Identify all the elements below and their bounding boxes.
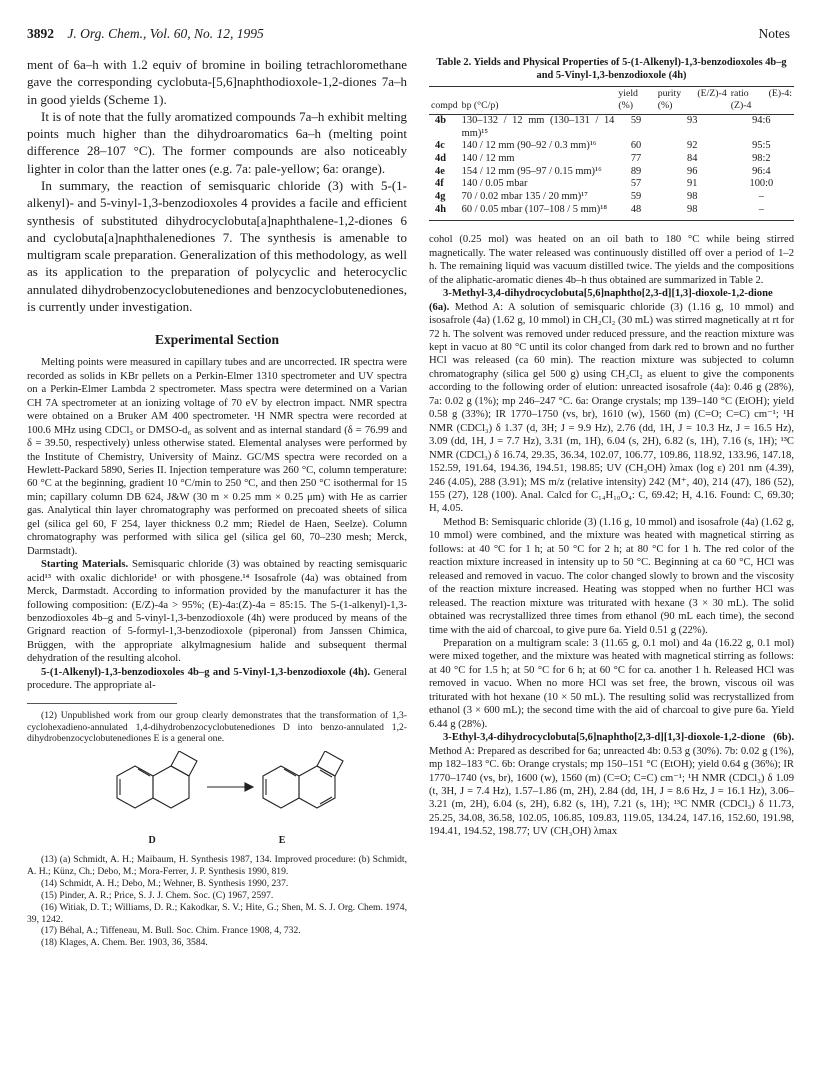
table-cell: 48 — [616, 204, 655, 221]
table-row — [429, 178, 794, 191]
ring-shape — [153, 766, 189, 808]
table-cell: 4b — [435, 114, 446, 126]
table-cell: 96 — [687, 165, 698, 177]
table-row — [429, 191, 794, 204]
table-cell: 59 — [630, 114, 642, 126]
ring-shape — [263, 766, 299, 808]
paragraph: Method B: Semisquaric chloride (3) (1.16 g, 10 mmol) and isosafrole (4a) (1.62 g, 10 mmol) were combined, and the mixture was heated with magnetical stirring as follows: at 40 °C for 1 h; at 50 °C for 2 h; at 80 °C for 1 h. The red color of the reaction mixture increased in intensity up to 50 °C. Beginning at ca 60 °C, HCl was released and removed in vacuo. The color changed slowly to brown and the viscosity of the reaction mixture increased. Heating was stopped when no further HCl was released. The reaction mixture was triturated with hexane (3 × 30 mL). The solid obtained was recrystallized three times from ethanol (90 mL each time), the second time with the aid of charcoal, to give pure 6a. Yield 0.51 g (22%). — [429, 516, 794, 636]
ring-shape — [117, 766, 153, 808]
paragraph: Melting points were measured in capillary tubes and are uncorrected. IR spectra were recorded as solids in KBr pellets on a Perkin-Elmer 1310 spectrometer and UV spectra on a Perkin-Elmer Lambda 2 spectrometer. Mass spectra were determined on a Varian CH 7A spectrometer at an ionizing voltage of 70 eV by electron impact. NMR spectra were obtained on a Bruker AM 400 spectrometer. ¹H NMR spectra were recorded at 100.6 MHz using CDCl₃ or DMSO-d₆ as solvent and as internal standard (δ = 76.99 and δ = 39.50, respectively) unless otherwise stated. Elemental analyses were performed by the Institute of Chemistry, University of Mainz. GC/MS spectra were recorded on a Hewlett-Packard 5890, Series II. Injection temperature was 260 °C, column temperature: 60 °C at the beginning, gradient 10 °C/min to 250 °C, and then 250 °C isothermal for 15 min; capillary column DB 624, J&W (30 m × 0.25 mm × 0.25 μm) with He as carrier gas. Analytical thin layer chromatography was performed on precoated sheets of silica gel (silica gel 60, F 254, layer thickness 0.2 mm; Riedel de Haen, Seelze). Column chromatography was performed with silica gel (silica gel 60, 70–230 mesh; Merck, Darmstadt). — [27, 357, 407, 557]
paragraph — [27, 558, 407, 666]
cyclobutene-shape — [317, 751, 343, 776]
table-cell: 77 — [630, 152, 642, 164]
journal-citation: J. Org. Chem., Vol. 60, No. 12, 1995 — [67, 26, 264, 41]
footnote: (14) Schmidt, A. H.; Debo, M.; Wehner, B. Synthesis 1990, 237. — [41, 877, 289, 889]
footnote: (13) (a) Schmidt, A. H.; Maibaum, H. Synthesis 1987, 134. Improved procedure: (b) Schmidt, A. H.; Künz, Ch.; Debo, M.; Mora-Ferrer, J. P. Synthesis 1990, 819. — [27, 854, 407, 877]
paragraph: It is of note that the fully aromatized compounds 7a–h exhibit melting points much higher than the dihydroaromatics 6a–h (melting point difference 28–107 °C). The former compounds are also noticeably lighter in color than the latter ones (e.g. 7a: pale-yellow; 6a: orange). — [27, 108, 407, 176]
table-cell: 98 — [687, 191, 698, 202]
data-table — [429, 86, 794, 221]
cyclobutene-shape — [171, 751, 197, 776]
table-cell: 4d — [435, 152, 446, 164]
compound-label-d: D — [148, 835, 156, 847]
table-cell: 95:5 — [752, 140, 771, 152]
run-in-heading: 3-Ethyl-3,4-dihydrocyclobuta[5,6]naphtho[2,3-d][1,3]-dioxole-1,2-dione (6b). — [443, 732, 794, 744]
scheme-structures — [67, 751, 367, 833]
table-cell: 4h — [429, 204, 460, 221]
table-cell: 140 / 12 mm (90–92 / 0.3 mm)¹⁶ — [461, 140, 597, 152]
section-heading: Experimental Section — [154, 332, 280, 348]
left-column — [27, 56, 407, 949]
table-title: Table 2. Yields and Physical Properties of 5-(1-Alkenyl)-1,3-benzodioxoles 4b–g and 5-Vinyl-1,3-benzodioxole (4h) — [436, 57, 787, 81]
table-cell: 98:2 — [752, 152, 771, 164]
table-cell: 92 — [687, 140, 698, 152]
table-cell: 91 — [687, 178, 698, 190]
column-header: purity (E/Z)-4 (%) — [656, 87, 729, 115]
table-cell: 60 / 0.05 mbar (107–108 / 5 mm)¹⁸ — [460, 204, 617, 221]
page-number: 3892 — [27, 26, 54, 41]
table-cell: 93 — [687, 114, 698, 126]
table-cell: 94:6 — [752, 114, 771, 126]
table-cell: 59 — [630, 191, 642, 202]
paragraph — [429, 731, 794, 839]
table-cell: – — [729, 204, 794, 221]
table-row — [429, 114, 794, 140]
table-cell: 60 — [630, 140, 642, 152]
table-cell: 4e — [435, 165, 445, 177]
paragraph: cohol (0.25 mol) was heated on an oil bath to 180 °C while being stirred magnetically. The water released was continuously distilled off over a period of 1–2 h. The remaining liquid was vacuum distilled twice. The yields and the compositions of the aliphatic-aromatic dienes 4b–h thus obtained are summarized in Table 2. — [429, 234, 794, 286]
footnote: (15) Pinder, A. R.; Price, S. J. J. Chem. Soc. (C) 1967, 2597. — [41, 889, 274, 901]
table-cell: 4g — [435, 191, 446, 202]
paragraph-text: Method A: A solution of semisquaric chloride (3) (1.16 g, 10 mmol) and isosafrole (4a) (1.62 g, 10 mmol) in CH₂Cl₂ (30 mL) was stirred magnetically at rt for 72 h. The solvent was removed under reduced pressure, and the reaction mixture was kept in vacuo at 80 °C until its color changed from dark red to brown and no further HCl was released (ca 60 min). The reaction mixture was subjected to column chromatography (silica gel 500 g) using CH₂Cl₂ as eluent to give the components according to the following order of elution: unreacted isosafrole (4a): 0.46 g (28%), 7a: 0.02 g (1%); mp 246–247 °C. 6a: Orange crystals; mp 139–140 °C (EtOH); yield 0.58 g (33%); IR 1770–1750 (vs, br), 1610 (w), 1560 (m) (C=O; C=C) cm⁻¹; ¹H NMR (CDCl₃) δ 1.37 (d, 3H; J = 9.9 Hz), 2.76 (dd, 1H, J = 10.3 Hz, J = 16.5 Hz), 3.09 (dd, 1H, J = 7.7 Hz), 3.31 (m, 1H), 6.04 (s, 2H), 6.82 (s, 1H), 7.16 (s, 1H); ¹³C NMR (CDCl₃) δ 16.74, 29.35, 36.34, 102.07, 106.77, 109.86, 118.92, 133.96, 147.18, 152.59, 191.64, 194.36, 194.51, 198.85; UV (CH₃OH) λmax (log ε) 201 nm (4.39), 246 (4.05), 288 (3.91); MS m/z (relative intensity) 242 (M⁺, 40), 214 (47), 186 (52), 155 (27), 128 (100). Anal. Calcd for C₁₄H₁₀O₄: C, 69.42; H, 4.16. Found: C, 69.30; H, 4.05. — [429, 301, 794, 515]
table-row — [429, 166, 794, 179]
table-cell: 100:0 — [749, 178, 774, 190]
table-cell: 98 — [656, 204, 729, 221]
table-cell: 70 / 0.02 mbar 135 / 20 mm)¹⁷ — [461, 191, 588, 202]
footnote: (16) Witiak, D. T.; Williams, D. R.; Kakodkar, S. V.; Hite, G.; Shen, M. S. J. Org. Chem. 1974, 39, 1242. — [27, 901, 407, 925]
compound-label-e: E — [278, 835, 286, 847]
table-cell: 89 — [630, 165, 642, 177]
paragraph — [429, 287, 794, 516]
paragraph: In summary, the reaction of semisquaric chloride (3) with 5-(1-alkenyl)- and 5-vinyl-1,3-benzodioxoles 4 provides a facile and efficient synthesis of substituted dihydrocyclobuta[a]naphthalene-1,2-diones 6 and cyclobuta[a]naphthalenediones 7. The synthesis is amenable to multigram scale preparation. Generalization of this methodology, as well as its application to the preparation of polycyclic and heterocyclic annulated dihydrobenzocyclobutenediones and benzocyclobutenediones, is currently under investigation. — [27, 177, 407, 314]
table-cell: 140 / 12 mm — [461, 152, 515, 164]
table-cell: 4f — [435, 178, 444, 190]
paragraph-text: Method A: Prepared as described for 6a; unreacted 4b: 0.53 g (30%). 7b: 0.02 g (1%), mp 182–183 °C. 6b: Orange crystals; mp 150–151 °C (EtOH); yield 0.64 g (36%); IR 1770–1740 (vs, br), 1600 (w), 1560 (m) (C=O; C=C) cm⁻¹; ¹H NMR (CDCl₃) δ 1.09 (t, 3H, J = 7.4 Hz), 1.57–1.86 (m, 2H), 2.84 (dd, 1H, J = 8.6 Hz, J = 16.1 Hz), 3.06–3.21 (m, 2H), 6.04 (s, 2H), 6.82 (s, 1H), 7.21 (s, 1H); ¹³C NMR (CDCl₃) δ 11.73, 25.25, 34.08, 36.58, 102.05, 106.85, 109.83, 119.05, 134.24, 147.16, 152.60, 191.98, 194.41, 194.52, 198.77; UV (CH₃OH) λmax — [429, 745, 794, 838]
table-cell: 140 / 0.05 mbar — [461, 178, 528, 190]
footnote-rule — [27, 703, 177, 704]
table-row — [429, 140, 794, 153]
table-cell: – — [758, 191, 764, 202]
column-header: yield (%) — [616, 87, 655, 115]
table-cell: 84 — [687, 152, 698, 164]
paragraph: Preparation on a multigram scale: 3 (11.65 g, 0.1 mol) and 4a (16.22 g, 0.1 mol) were mixed together, and the mixture was heated with magnetical stirring as follows: at 40 °C for 1.5 h; at 50 °C for 6 h; at 60 °C for ca. another 1 h. Released HCl was removed in vacuo. When no more HCl was set free, the brown, viscous oil was triturated with hot hexane (10 × 50 mL). The resulting solid was recrystallized from ethanol (3 × 600 mL); the second time with the aid of charcoal to give pure 6a. Yield 6.44 g (28%). — [429, 637, 794, 730]
table-cell: 4c — [435, 140, 445, 152]
paragraph — [27, 666, 407, 693]
table-cell: 96:4 — [752, 165, 771, 177]
section-label: Notes — [758, 26, 790, 41]
column-header: bp (°C/p) — [460, 87, 617, 115]
ring-shape — [299, 766, 335, 808]
footnote: (18) Klages, A. Chem. Ber. 1903, 36, 3584. — [41, 937, 208, 949]
table-row — [429, 153, 794, 166]
table-cell: 154 / 12 mm (95–97 / 0.15 mm)¹⁶ — [461, 165, 602, 177]
paragraph-text: General procedure. The appropriate al- — [27, 666, 407, 692]
right-column — [429, 56, 794, 839]
paragraph-text: Semisquaric chloride (3) was obtained by reacting semisquaric acid¹³ with oxalic dichloride¹ or with phosgene.¹⁴ Isosafrole (4a) was obtained from Merck, Darmstadt. According to information provided by the manufacturer it has the following composition: (E/Z)-4a > 95%; (E)-4a:(Z)-4a = 85:15. The 5-(1-alkenyl)-1,3-benzodioxoles 4b–g and 5-vinyl-1,3-benzodioxole (4h) were produced by means of the Grignard reaction of 5-formyl-1,3-benzodioxole (piperonal) from Janssen Chimica, Brüggen, with the appropriate alkylmagnesium halide and subsequent thermal dehydration of the resulting alcohol. — [27, 559, 407, 665]
table-cell: 57 — [630, 178, 642, 190]
reaction-scheme — [27, 751, 407, 833]
table-row — [429, 204, 794, 221]
paragraph: ment of 6a–h with 1.2 equiv of bromine in boiling tetrachloromethane gave the corresponding cyclobuta-[5,6]naphthodioxole-1,2-diones 7a–h in good yields (Scheme 1). — [27, 57, 407, 107]
table-cell: 130–132 / 12 mm (130–131 / 14 mm)¹⁵ — [461, 114, 615, 139]
footnote: (12) Unpublished work from our group clearly demonstrates that the transformation of 1,3-cyclohexadieno-annulated 1,4-dihydrobenzocyclobutenediones D into benzo-annulated 1,2-dihydrobenzocyclobutenediones E is a general one. — [27, 709, 407, 745]
run-in-heading: Starting Materials. — [41, 559, 129, 571]
run-in-heading: 5-(1-Alkenyl)-1,3-benzodioxoles 4b–g and 5-Vinyl-1,3-benzodioxole (4h). — [41, 666, 371, 678]
footnote: (17) Béhal, A.; Tiffeneau, M. Bull. Soc. Chim. France 1908, 4, 732. — [41, 925, 301, 937]
column-header: ratio (E)-4:(Z)-4 — [729, 87, 794, 115]
scheme-labels — [87, 835, 347, 848]
running-header — [27, 26, 790, 48]
column-header: compd — [429, 87, 460, 115]
run-in-heading: 3-Methyl-3,4-dihydrocyclobuta[5,6]naphtho[2,3-d][1,3]-dioxole-1,2-dione (6a). — [429, 288, 773, 313]
